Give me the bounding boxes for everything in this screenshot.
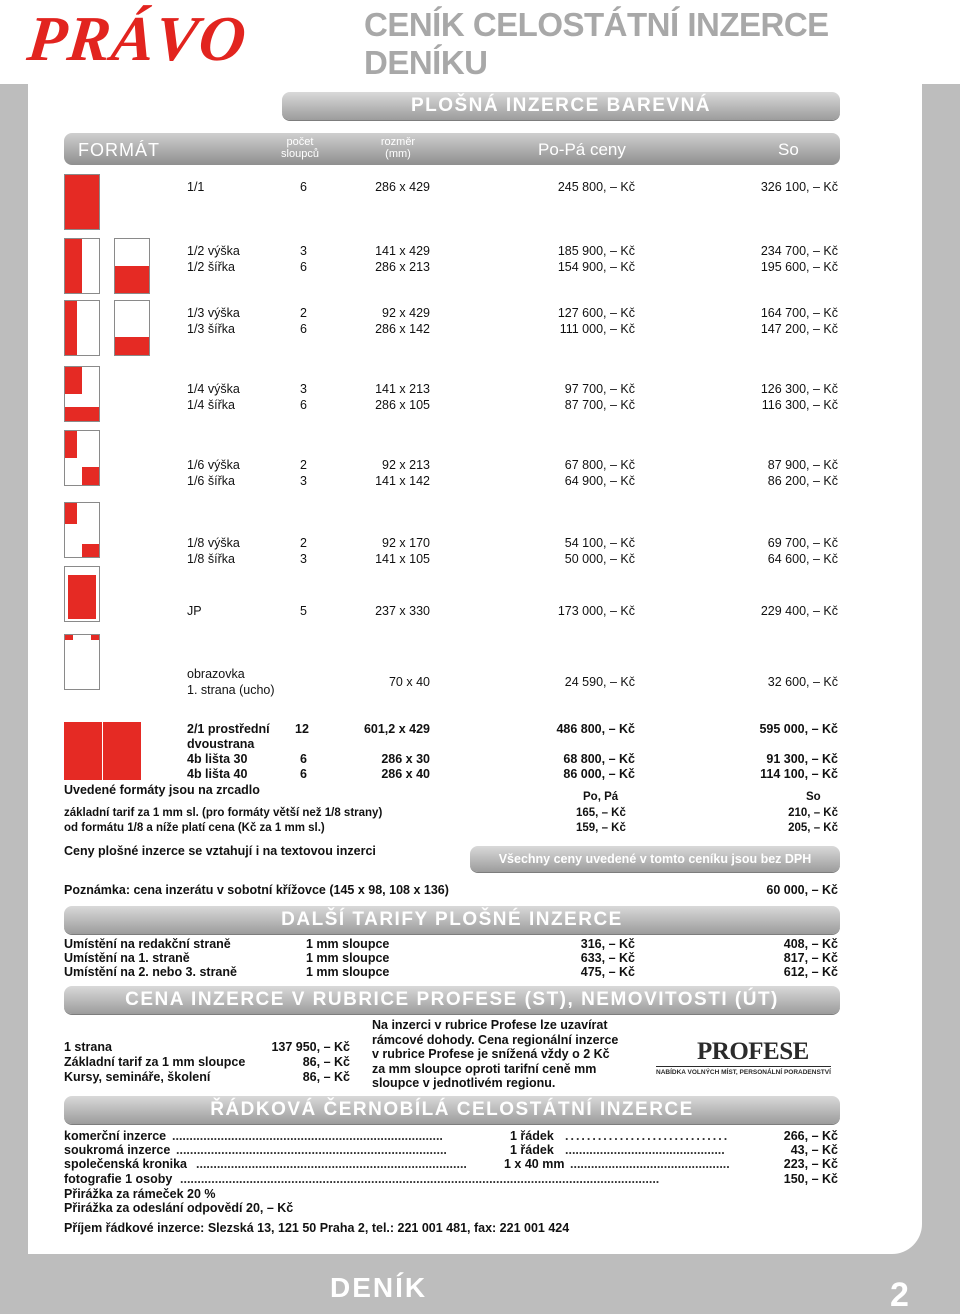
obrazovka-weekday: 24 590, – Kč: [564, 675, 635, 689]
row-size: 286 x 105: [375, 398, 430, 412]
dot-leader: ..............................: [565, 1129, 730, 1143]
row-weekday: 50 000, – Kč: [564, 552, 635, 566]
profese-info-line: Na inzerci v rubrice Profese lze uzavírat: [372, 1018, 608, 1032]
line-ad-unit: 1 řádek: [510, 1143, 554, 1157]
profese-row-name: 1 strana: [64, 1040, 112, 1054]
line-ad-unit: 1 řádek: [510, 1129, 554, 1143]
row-size: 286 x 142: [375, 322, 430, 336]
section-title: DALŠÍ TARIFY PLOŠNÉ INZERCE: [281, 909, 623, 930]
line-ad-price: 150, – Kč: [783, 1172, 838, 1186]
row-name: 1/6 výška: [187, 458, 240, 472]
pravo-logo: PRÁVO: [24, 3, 251, 74]
text-ads-note: Ceny plošné inzerce se vztahují i na textovou inzerci: [64, 844, 376, 858]
row-size: 141 x 429: [375, 244, 430, 258]
tarif-small-saturday: 205, – Kč: [788, 822, 838, 834]
header-format: FORMÁT: [78, 140, 160, 160]
section-title: ŘÁDKOVÁ ČERNOBÍLÁ CELOSTÁTNÍ INZERCE: [210, 1099, 694, 1120]
vat-note: Všechny ceny uvedené v tomto ceníku jsou bez DPH: [498, 852, 812, 866]
profese-info-line: rámcové dohody. Cena regionální inzerce: [372, 1032, 619, 1047]
row-name: 1/8 výška: [187, 536, 240, 550]
row-cols: 3: [300, 382, 307, 396]
surcharge-frame: Přirážka za rámeček 20 %: [64, 1187, 216, 1201]
placement-name: Umístění na redakční straně: [64, 937, 231, 951]
bold-row-weekday: 86 000, – Kč: [563, 767, 635, 781]
row-name: 1/4 šířka: [187, 398, 235, 412]
row-cols: 3: [300, 244, 307, 258]
format-thumb-spread-left: [64, 722, 102, 780]
row-saturday: 116 300, – Kč: [761, 398, 838, 412]
bold-row-saturday: 114 100, – Kč: [760, 767, 838, 781]
row-cols: 6: [300, 322, 307, 336]
vat-note-band: [470, 846, 840, 872]
placement-unit: 1 mm sloupce: [306, 951, 390, 965]
row-weekday: 111 000, – Kč: [559, 322, 635, 336]
line-ad-name: společenská kronika: [64, 1157, 187, 1171]
tarif-small-weekday: 159, – Kč: [576, 822, 626, 834]
header-columns-l1: počet: [286, 136, 314, 148]
line-ad-price: 223, – Kč: [783, 1157, 838, 1171]
header-columns: [270, 136, 330, 160]
profese-tagline: NABÍDKA VOLNÝCH MÍST, PERSONÁLNÍ PORADENSTVÍ: [656, 1066, 831, 1076]
bold-row-name: 2/1 prostřední: [187, 722, 270, 736]
row-cols: 3: [300, 474, 307, 488]
bold-row-weekday: 486 800, – Kč: [556, 722, 635, 736]
row-size: 92 x 170: [382, 536, 430, 550]
row-cols: 6: [300, 398, 307, 412]
row-saturday: 326 100, – Kč: [760, 180, 838, 194]
row-cols: 6: [300, 260, 307, 274]
row-cols: 3: [300, 552, 307, 566]
row-weekday: 67 800, – Kč: [564, 458, 635, 472]
row-size: 141 x 213: [375, 382, 430, 396]
placement-saturday: 817, – Kč: [783, 951, 838, 965]
row-weekday: 54 100, – Kč: [564, 536, 635, 550]
format-thumb-ear: [64, 634, 100, 690]
row-name: 1/2 šířka: [187, 260, 235, 274]
format-thumb-sixth: [64, 430, 100, 486]
tarif-base-label: základní tarif za 1 mm sl. (pro formáty větší než 1/8 strany): [64, 807, 383, 819]
format-thumb-jp: [64, 566, 100, 622]
header-size-l1: rozměr: [380, 136, 416, 148]
placement-name: Umístění na 1. straně: [64, 951, 190, 965]
row-size: 92 x 213: [382, 458, 430, 472]
profese-row-price: 137 950, – Kč: [271, 1040, 350, 1054]
row-weekday: 173 000, – Kč: [557, 604, 635, 618]
page-number: 2: [890, 1276, 909, 1314]
row-weekday: 245 800, – Kč: [557, 180, 635, 194]
bold-row-cols: 12: [295, 722, 309, 736]
format-thumb-half-width: [114, 238, 150, 294]
row-name: 1/6 šířka: [187, 474, 235, 488]
row-name: 1/1: [187, 180, 205, 194]
row-saturday: 234 700, – Kč: [760, 244, 838, 258]
line-ad-name: komerční inzerce: [64, 1129, 167, 1143]
row-saturday: 86 200, – Kč: [767, 474, 838, 488]
crossword-note: Poznámka: cena inzerátu v sobotní křížovce (145 x 98, 108 x 136): [64, 883, 449, 897]
profese-info-line: za mm sloupce oproti tarifní ceně mm: [372, 1061, 597, 1076]
row-cols: 6: [300, 180, 307, 194]
bold-row-size: 286 x 30: [381, 752, 430, 766]
dot-leader: ..............................................................................: [176, 1143, 447, 1157]
obrazovka-saturday: 32 600, – Kč: [767, 675, 838, 689]
line-ad-price: 266, – Kč: [783, 1129, 838, 1143]
header-size-l2: (mm): [385, 148, 411, 160]
section-band-profese: [64, 986, 840, 1014]
row-cols: 2: [300, 536, 307, 550]
header-size: [368, 136, 428, 160]
row-weekday: 127 600, – Kč: [557, 306, 635, 320]
profese-info-line: v rubrice Profese je snížená vždy o 2 Kč: [372, 1047, 610, 1061]
profese-info: [372, 1018, 618, 1091]
section-band-line-ads: [64, 1096, 840, 1124]
row-weekday: 97 700, – Kč: [564, 382, 635, 396]
format-thumb-third-height: [64, 300, 100, 356]
header-saturday: So: [778, 140, 799, 159]
placement-weekday: 475, – Kč: [580, 965, 635, 979]
row-size: 286 x 213: [375, 260, 430, 274]
row-cols: 5: [300, 604, 307, 618]
footer-band: [28, 1262, 922, 1314]
format-thumb-half-height: [64, 238, 100, 294]
placement-name: Umístění na 2. nebo 3. straně: [64, 965, 237, 979]
format-thumb-third-width: [114, 300, 150, 356]
row-saturday: 164 700, – Kč: [760, 306, 838, 320]
obrazovka-label-1: obrazovka: [187, 667, 245, 681]
surcharge-replies: Přirážka za odeslání odpovědí 20, – Kč: [64, 1201, 294, 1215]
row-saturday: 229 400, – Kč: [760, 604, 838, 618]
line-ad-unit: 1 x 40 mm: [504, 1157, 565, 1171]
page-title: CENÍK CELOSTÁTNÍ INZERCE DENÍKU: [364, 6, 829, 81]
profese-row-name: Kursy, semináře, školení: [64, 1070, 211, 1084]
profese-row-price: 86, – Kč: [302, 1055, 350, 1069]
row-size: 92 x 429: [382, 306, 430, 320]
row-name: 1/8 šířka: [187, 552, 235, 566]
table-header: [64, 133, 840, 165]
row-saturday: 69 700, – Kč: [767, 536, 838, 550]
placement-weekday: 633, – Kč: [580, 951, 635, 965]
row-name: JP: [187, 604, 202, 618]
line-ad-price: 43, – Kč: [790, 1143, 838, 1157]
row-name: 1/3 šířka: [187, 322, 235, 336]
dot-leader: ..............................................: [565, 1143, 725, 1157]
profese-row-price: 86, – Kč: [302, 1070, 350, 1084]
placement-weekday: 316, – Kč: [580, 937, 635, 951]
dot-leader: ..............................................................................: [172, 1129, 443, 1143]
bold-row-size: 286 x 40: [381, 767, 430, 781]
bold-row-name: 4b lišta 40: [187, 767, 248, 781]
tarif-base-weekday: 165, – Kč: [576, 807, 626, 819]
mirror-note: Uvedené formáty jsou na zrcadlo: [64, 783, 260, 797]
profese-info-line: sloupce v jednotlivém regionu.: [372, 1076, 556, 1090]
bold-row-cols: 6: [300, 767, 307, 781]
row-saturday: 147 200, – Kč: [760, 322, 838, 336]
row-weekday: 64 900, – Kč: [564, 474, 635, 488]
header-columns-l2: sloupců: [281, 148, 319, 160]
row-cols: 2: [300, 306, 307, 320]
row-saturday: 87 900, – Kč: [767, 458, 838, 472]
bold-row-weekday: 68 800, – Kč: [563, 752, 635, 766]
format-thumb-quarter: [64, 366, 100, 422]
profese-logo: PROFESE: [697, 1038, 809, 1065]
bold-row-name: 4b lišta 30: [187, 752, 248, 766]
row-weekday: 154 900, – Kč: [557, 260, 635, 274]
row-size: 141 x 105: [375, 552, 430, 566]
obrazovka-size: 70 x 40: [388, 675, 430, 689]
dot-leader: ..........................................................................................................................................: [180, 1172, 660, 1186]
profese-row-name: Základní tarif za 1 mm sloupce: [64, 1055, 246, 1069]
section-title: CENA INZERCE V RUBRICE PROFESE (ST), NEMOVITOSTI (ÚT): [125, 989, 779, 1010]
bold-row-name: dvoustrana: [187, 737, 255, 751]
row-weekday: 185 900, – Kč: [557, 244, 635, 258]
line-ad-name: fotografie 1 osoby: [64, 1172, 173, 1186]
section-band-other-tariffs: [64, 906, 840, 934]
bold-row-saturday: 91 300, – Kč: [766, 752, 838, 766]
row-cols: 2: [300, 458, 307, 472]
tarif-small-label: od formátu 1/8 a níže platí cena (Kč za 1 mm sl.): [64, 822, 325, 834]
dot-leader: ..............................................: [570, 1157, 730, 1171]
row-weekday: 87 700, – Kč: [564, 398, 635, 412]
placement-unit: 1 mm sloupce: [306, 937, 390, 951]
bold-row-saturday: 595 000, – Kč: [759, 722, 838, 736]
row-name: 1/2 výška: [187, 244, 240, 258]
row-name: 1/3 výška: [187, 306, 240, 320]
line-ad-address: Příjem řádkové inzerce: Slezská 13, 121 50 Praha 2, tel.: 221 001 481, fax: 221 001 424: [64, 1221, 570, 1235]
row-size: 237 x 330: [375, 604, 430, 618]
format-thumb-eighth: [64, 502, 100, 558]
placement-saturday: 408, – Kč: [783, 937, 838, 951]
line-ad-name: soukromá inzerce: [64, 1143, 171, 1157]
row-size: 286 x 429: [375, 180, 430, 194]
row-saturday: 64 600, – Kč: [767, 552, 838, 566]
row-size: 141 x 142: [375, 474, 430, 488]
format-thumb-spread-right: [103, 722, 141, 780]
placement-unit: 1 mm sloupce: [306, 965, 390, 979]
row-name: 1/4 výška: [187, 382, 240, 396]
format-thumb-1-1: [64, 174, 100, 230]
row-saturday: 195 600, – Kč: [760, 260, 838, 274]
tarif-base-saturday: 210, – Kč: [788, 807, 838, 819]
tarif-head-weekday: Po, Pá: [583, 791, 619, 803]
denik-logo: DENÍK: [330, 1272, 428, 1303]
dot-leader: ..............................................................................: [196, 1157, 467, 1171]
section-band-color-ads: [282, 92, 840, 120]
tarif-head-saturday: So: [806, 791, 821, 803]
section-title: PLOŠNÁ INZERCE BAREVNÁ: [410, 95, 712, 116]
placement-saturday: 612, – Kč: [783, 965, 838, 979]
row-saturday: 126 300, – Kč: [760, 382, 838, 396]
bold-row-cols: 6: [300, 752, 307, 766]
crossword-price: 60 000, – Kč: [766, 883, 838, 897]
header-weekday: Po-Pá ceny: [538, 140, 626, 159]
bold-row-size: 601,2 x 429: [363, 722, 430, 736]
obrazovka-label-2: 1. strana (ucho): [187, 683, 275, 697]
